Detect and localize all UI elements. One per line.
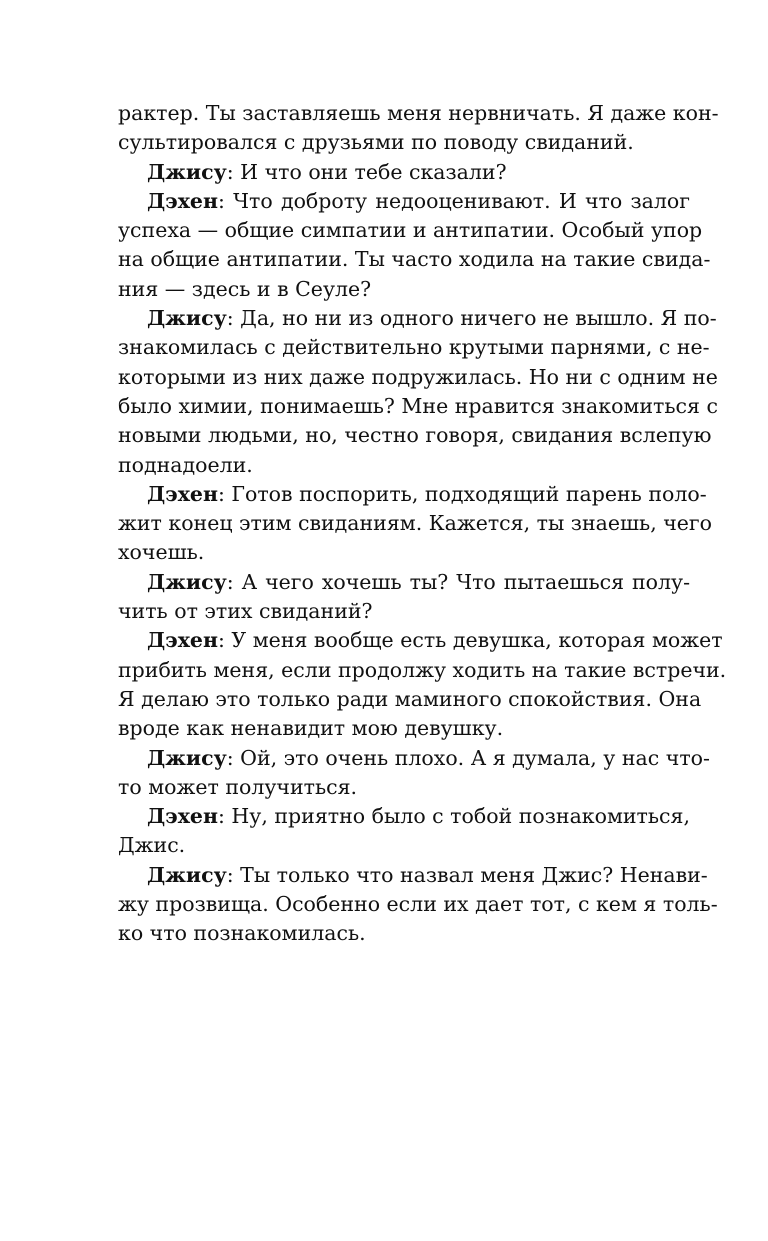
line-text: : Да, но ни из одного ничего не вышло. Я по- — [226, 306, 717, 331]
text-line: поднадоели. — [118, 452, 253, 477]
text-line — [118, 626, 723, 655]
text-line — [118, 304, 717, 333]
text-line: было химии, понимаешь? Мне нравится знакомиться с — [118, 393, 718, 418]
speaker-name: Дэхен — [147, 481, 218, 506]
text-line: чить от этих свиданий? — [118, 599, 373, 624]
text-line — [118, 187, 690, 216]
line-text: : Что доброту недооценивают. И что залог — [217, 188, 690, 213]
text-line — [118, 744, 710, 773]
dialogue-paragraph — [118, 158, 690, 187]
text-line: на общие антипатии. Ты часто ходила на такие свида- — [118, 247, 711, 272]
speaker-name: Дэхен — [147, 628, 218, 653]
text-line — [118, 158, 690, 187]
text-line: жу прозвища. Особенно если их дает тот, с кем я толь- — [118, 892, 718, 917]
text-line: Я делаю это только ради маминого спокойствия. Она — [118, 686, 702, 711]
text-line: ния — здесь и в Сеуле? — [118, 276, 372, 301]
speaker-name: Джису — [147, 306, 227, 331]
text-line: жит конец этим свиданиям. Кажется, ты знаешь, чего — [118, 511, 712, 536]
text-line: хочешь. — [118, 540, 205, 565]
paragraph — [118, 99, 719, 158]
text-line: которыми из них даже подружилась. Но ни с одним не — [118, 364, 718, 389]
text-line: новыми людьми, но, честно говоря, свидания вслепую — [118, 423, 712, 448]
text-line — [118, 480, 707, 509]
dialogue-paragraph — [118, 744, 710, 803]
dialogue-paragraph — [118, 802, 690, 861]
text-line: вроде как ненавидит мою девушку. — [118, 716, 504, 741]
speaker-name: Дэхен — [147, 188, 218, 213]
speaker-name: Джису — [147, 745, 227, 770]
line-text: : Ты только что назвал меня Джис? Ненави- — [226, 862, 708, 887]
dialogue-paragraph — [118, 304, 718, 480]
text-line — [118, 568, 690, 597]
book-page-text — [118, 99, 727, 949]
dialogue-paragraph — [118, 480, 712, 568]
text-line — [118, 861, 708, 890]
line-text: : И что они тебе сказали? — [226, 159, 507, 184]
speaker-name: Дэхен — [147, 804, 218, 829]
line-text: : Ну, приятно было с тобой познакомиться, — [217, 804, 690, 829]
dialogue-paragraph — [118, 568, 690, 627]
text-line: успеха — общие симпатии и антипатии. Особый упор — [118, 218, 703, 243]
line-text: : У меня вообще есть девушка, которая может — [217, 628, 723, 653]
text-line — [118, 802, 690, 831]
text-line: ко что познакомилась. — [118, 921, 366, 946]
text-line: знакомилась с действительно крутыми парнями, с не- — [118, 335, 710, 360]
text-line: Джис. — [118, 833, 186, 858]
speaker-name: Джису — [147, 159, 227, 184]
dialogue-paragraph — [118, 187, 711, 304]
text-line: рактер. Ты заставляешь меня нервничать. Я даже кон- — [118, 101, 719, 125]
speaker-name: Джису — [147, 862, 227, 887]
line-text: : Готов поспорить, подходящий парень поло- — [217, 481, 707, 506]
text-line: сультировался с друзьями по поводу свиданий. — [118, 130, 634, 155]
text-line: прибить меня, если продолжу ходить на такие встречи. — [118, 657, 727, 682]
line-text: : Ой, это очень плохо. А я думала, у нас что- — [226, 745, 710, 770]
text-line: то может получиться. — [118, 774, 358, 799]
dialogue-paragraph — [118, 861, 718, 949]
speaker-name: Джису — [147, 569, 227, 594]
dialogue-paragraph — [118, 626, 727, 743]
line-text: : А чего хочешь ты? Что пытаешься полу- — [226, 569, 690, 594]
